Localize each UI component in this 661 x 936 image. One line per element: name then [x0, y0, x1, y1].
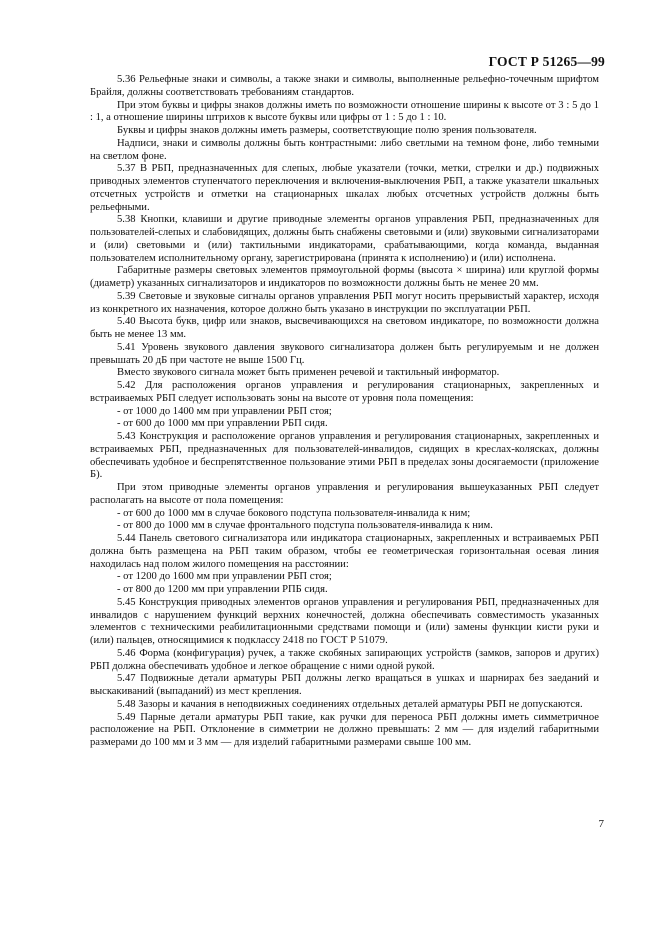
- list-item: - от 600 до 1000 мм в случае бокового подступа пользователя-инвалида к ним;: [117, 507, 471, 519]
- document-header: ГОСТ Р 51265—99: [488, 54, 605, 69]
- paragraph: Габаритные размеры световых элементов прямоугольной формы (высота × ширина) или круглой формы (диаметр) указанных сигнализаторов и индикаторов по возможности должны быть не менее 20 мм.: [90, 265, 599, 289]
- paragraph-5-37: 5.37 В РБП, предназначенных для слепых, любые указатели (точки, метки, стрелки и др.) подвижных приводных элементов ступенчатого переключения и включения-выключения РБП, а также указатели шкальных отсчетных устройств и отметки на стационарных шкалах любых отсчетных устройств должны быть рельефными.: [90, 163, 599, 213]
- paragraph-5-40: 5.40 Высота букв, цифр или знаков, высвечивающихся на световом индикаторе, по возможности должна быть не менее 13 мм.: [90, 316, 599, 340]
- paragraph-5-48: 5.48 Зазоры и качания в неподвижных соединениях отдельных деталей арматуры РБП не допускаются.: [117, 698, 583, 710]
- paragraph-5-44: 5.44 Панель светового сигнализатора или индикатора стационарных, закрепленных и встраиваемых РБП должна быть размещена на РБП таким образом, чтобы ее геометрическая горизонтальная осевая линия находилась над полом жилого помещения на расстоянии:: [90, 533, 599, 570]
- paragraph-5-46: 5.46 Форма (конфигурация) ручек, а также скобяных запирающих устройств (замков, запоров и других) РБП должна обеспечивать удобное и легкое обращение с ними одной рукой.: [90, 647, 599, 672]
- paragraph-5-39: 5.39 Световые и звуковые сигналы органов управления РБП могут носить прерывистый характер, исходя из конкретного их назначения, которое должно быть указано в инструкции по эксплуатации РБП.: [90, 290, 599, 315]
- paragraph-5-42: 5.42 Для расположения органов управления и регулирования стационарных, закрепленных и встраиваемых РБП следует использовать зоны на высоте от уровня пола помещения:: [90, 380, 599, 404]
- page-number: 7: [598, 818, 604, 830]
- paragraph-5-36: 5.36 Рельефные знаки и символы, а также знаки и символы, выполненные рельефно-точечным шрифтом Брайля, должны соответствовать требованиям стандартов.: [90, 74, 599, 98]
- list-item: - от 800 до 1000 мм в случае фронтального подступа пользователя-инвалида к ним.: [117, 520, 493, 532]
- list-item: - от 600 до 1000 мм при управлении РБП сидя.: [117, 418, 328, 430]
- paragraph-5-38: 5.38 Кнопки, клавиши и другие приводные элементы органов управления РБП, предназначенных для пользователей-слепых и слабовидящих, должны быть снабжены световыми и (или) звуковыми сигнализаторами и (или) световыми и (или) тактильными индикаторами, срабатывающими, когда команда, выданная пользователем исполнительному органу, зарегистрирована (принята к исполнению) и (или) исполнена.: [90, 214, 599, 264]
- paragraph-5-49: 5.49 Парные детали арматуры РБП такие, как ручки для переноса РБП должны иметь симметричное расположение на РБП. Отклонение в симметрии не должно превышать: 2 мм — для изделий габаритными размерами до 100 мм и 3 мм — для изделий габаритными размерами свыше 100 мм.: [90, 711, 599, 748]
- list-item: - от 1000 до 1400 мм при управлении РБП стоя;: [117, 405, 332, 417]
- paragraph-5-47: 5.47 Подвижные детали арматуры РБП должны легко вращаться в ушках и шарнирах без заеданий и выскакиваний (выпаданий) из мест крепления.: [90, 673, 599, 697]
- document-body: [90, 74, 599, 750]
- paragraph-5-43: 5.43 Конструкция и расположение органов управления и регулирования стационарных, закрепленных и встраиваемых РБП, предназначенных для пользователей-инвалидов, сидящих в креслах-колясках, должны обеспечивать удобное и беспрепятственное пользование этими РБП в пределах зоны досягаемости (приложение Б).: [90, 431, 599, 481]
- paragraph-5-45: 5.45 Конструкция приводных элементов органов управления и регулирования РБП, предназначенных для инвалидов с нарушением функций верхних конечностей, должна обеспечивать совместимость указанных элементов с техническими реабилитационными средствами помощи и (или) замены функции кисти руки и (или) пальцев, относящимися к подклассу 2418 по ГОСТ Р 51079.: [90, 596, 599, 646]
- paragraph: При этом буквы и цифры знаков должны иметь по возможности отношение ширины к высоте от 3 : 5 до 1 : 1, а отношение ширины штрихов к высоте буквы или цифры от 1 : 5 до 1 : 10.: [90, 99, 599, 124]
- paragraph: При этом приводные элементы органов управления и регулирования вышеуказанных РБП следует располагать на высоте от пола помещения:: [90, 482, 599, 506]
- list-item: - от 800 до 1200 мм при управлении РПБ сидя.: [117, 584, 328, 595]
- paragraph: Надписи, знаки и символы должны быть контрастными: либо светлыми на темном фоне, либо темными на светлом фоне.: [90, 137, 599, 162]
- paragraph: Буквы и цифры знаков должны иметь размеры, соответствующие полю зрения пользователя.: [117, 125, 537, 136]
- paragraph: Вместо звукового сигнала может быть применен речевой и тактильный информатор.: [117, 367, 500, 379]
- list-item: - от 1200 до 1600 мм при управлении РБП стоя;: [117, 571, 332, 583]
- paragraph-5-41: 5.41 Уровень звукового давления звукового сигнализатора должен быть регулируемым и не должен превышать 20 дБ при частоте не выше 1500 Гц.: [90, 341, 599, 366]
